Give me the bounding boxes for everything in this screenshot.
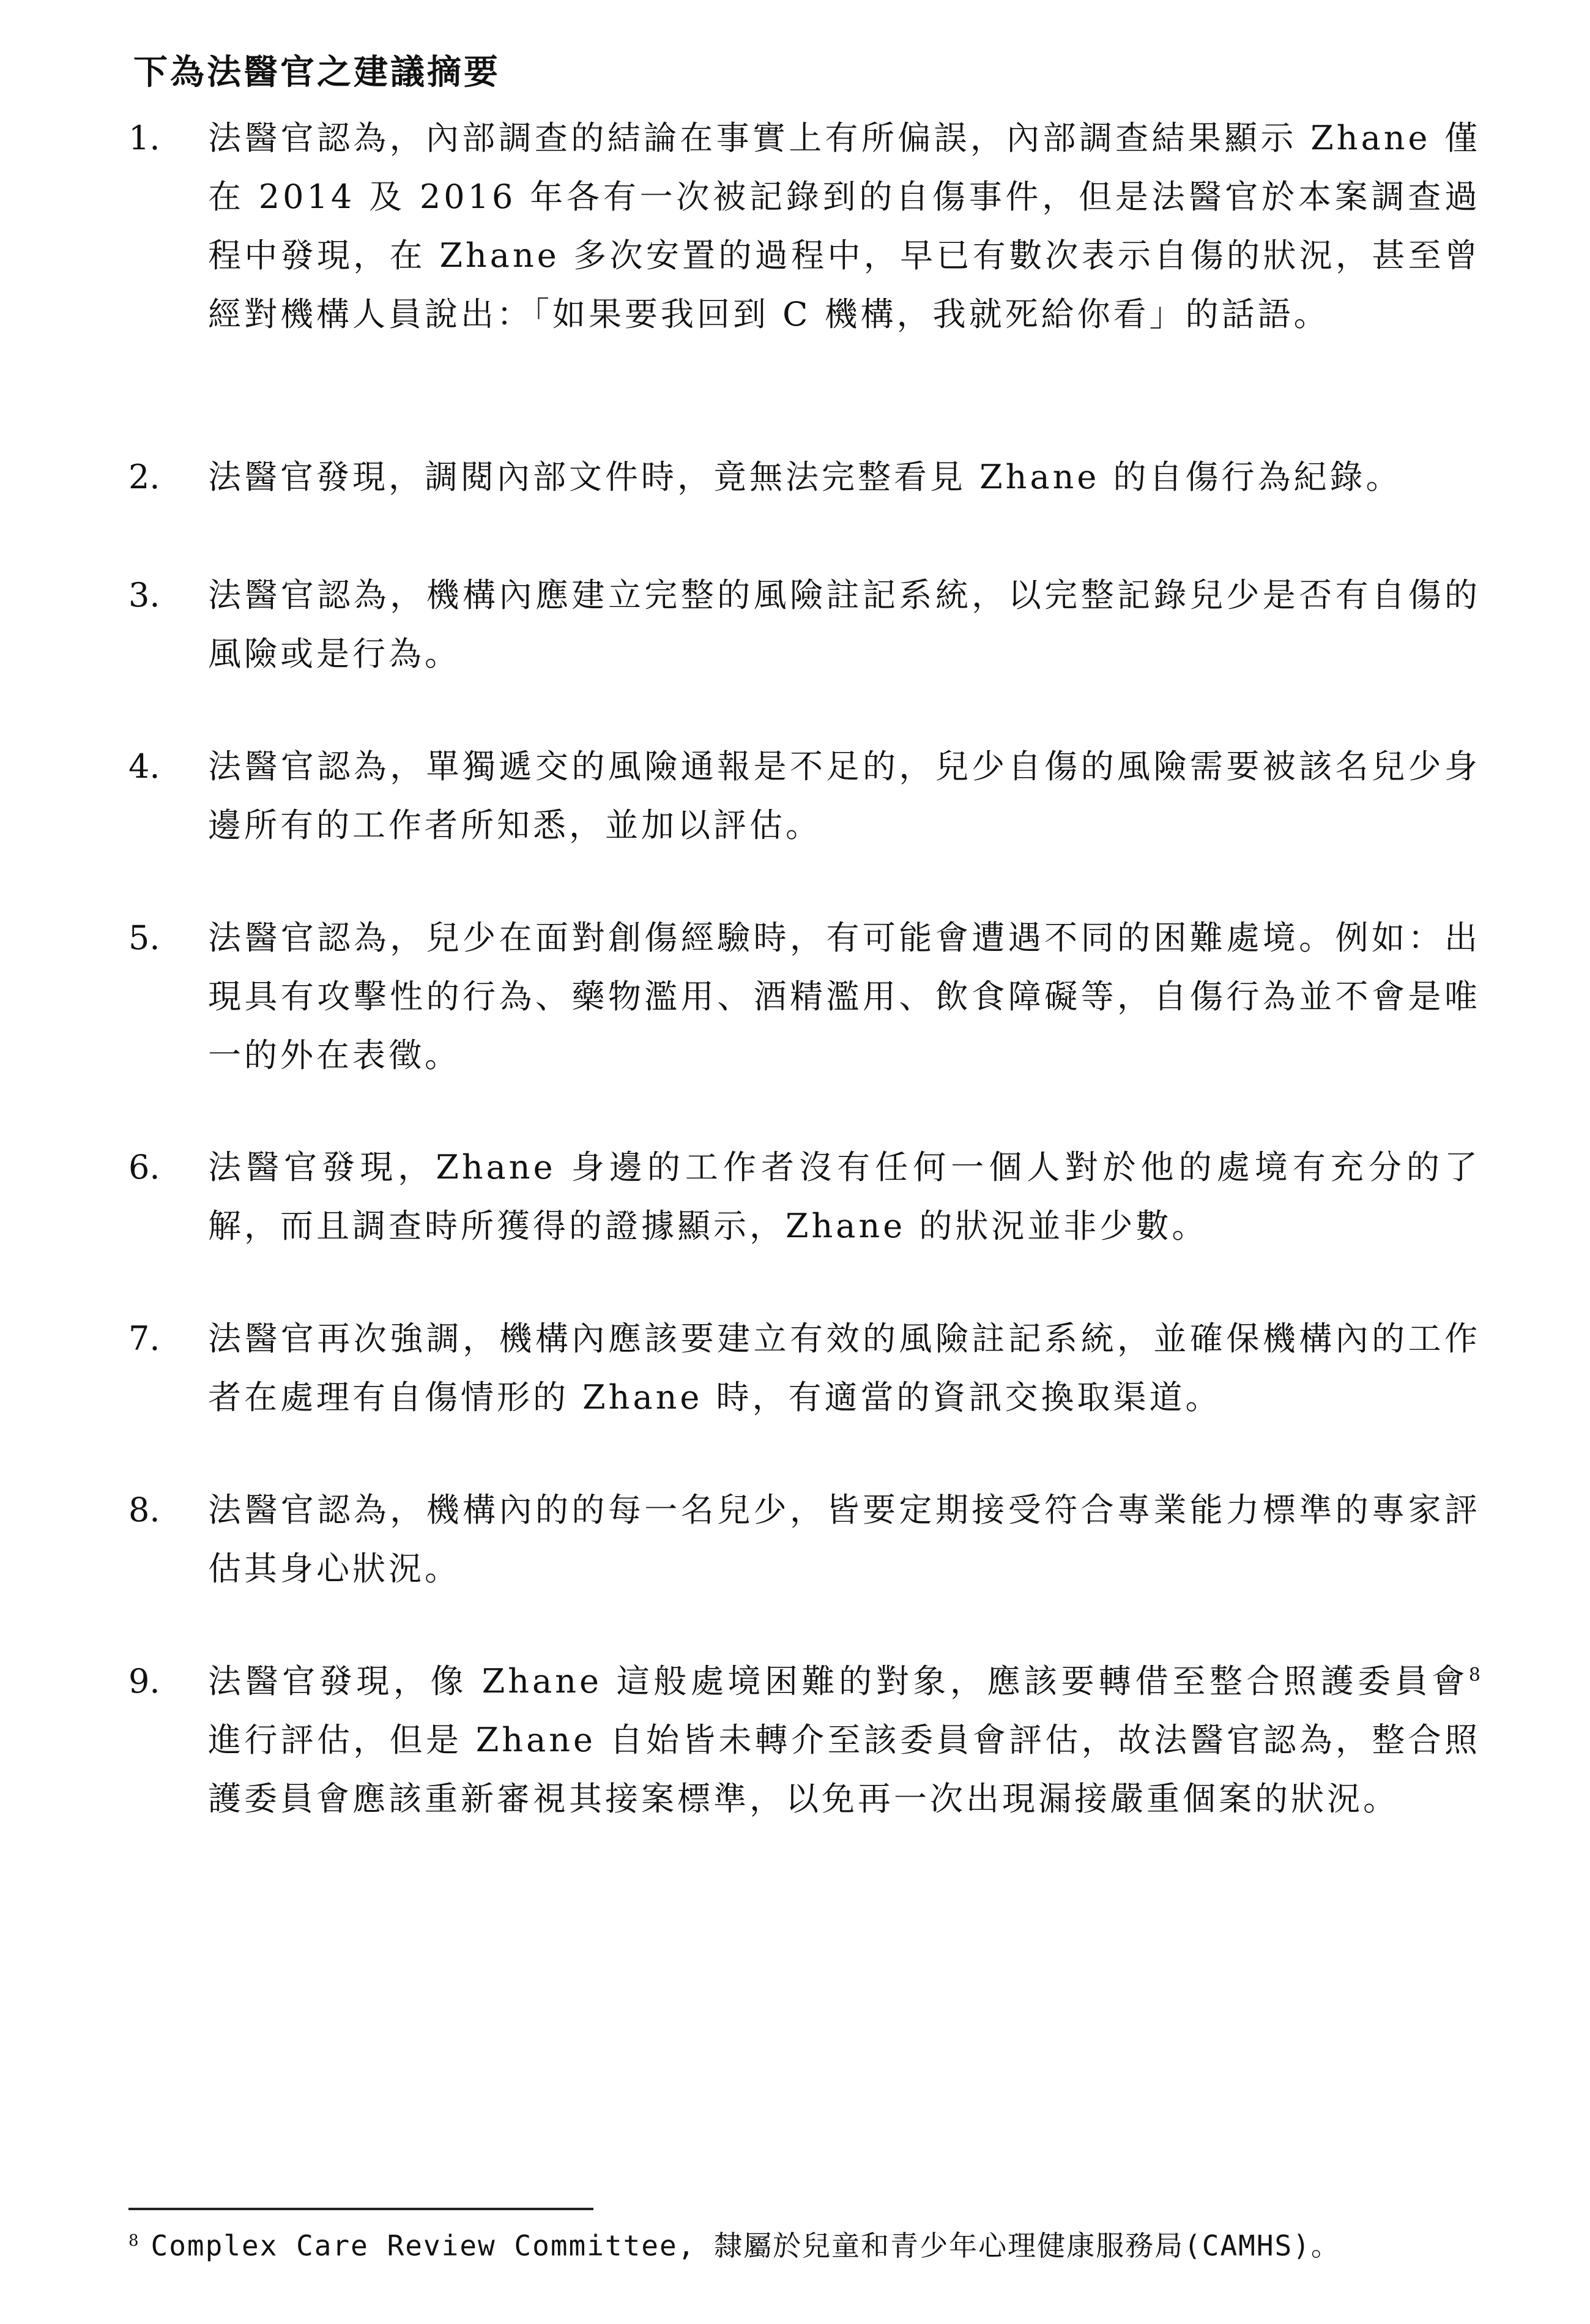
item-text: 法醫官發現，Zhane 身邊的工作者沒有任何一個人對於他的處境有充分的了解，而且調查時所獲得的證據顯示，Zhane 的狀況並非少數。 bbox=[208, 1148, 1480, 1245]
item-number: 6. bbox=[128, 1148, 160, 1186]
item-number: 1. bbox=[128, 119, 160, 157]
item-text-part-2: 進行評估，但是 Zhane 自始皆未轉介至該委員會評估，故法醫官認為，整合照護委員會應該重新審視其接案標準，以免再一次出現漏接嚴重個案的狀況。 bbox=[208, 1721, 1480, 1818]
footnote-text: Complex Care Review Committee, 隸屬於兒童和青少年心理健康服務局(CAMHS)。 bbox=[150, 2229, 1340, 2262]
page-heading: 下為法醫官之建議摘要 bbox=[133, 52, 500, 92]
item-text: 法醫官認為，機構內的的每一名兒少，皆要定期接受符合專業能力標準的專家評估其身心狀況。 bbox=[208, 1491, 1480, 1588]
item-text bbox=[208, 1652, 1480, 1828]
item-number: 9. bbox=[128, 1662, 160, 1700]
item-text: 法醫官認為，內部調查的結論在事實上有所偏誤，內部調查結果顯示 Zhane 僅在 2014 及 2016 年各有一次被記錄到的自傷事件，但是法醫官於本案調查過程中發現，在 Zhane 多次安置的過程中，早已有數次表示自傷的狀況，甚至曾經對機構人員說出：「如果要我回到 C 機構，我就死給你看」的話語。 bbox=[208, 119, 1480, 333]
footnote bbox=[128, 2221, 1340, 2270]
footnote-number: 8 bbox=[128, 2231, 140, 2250]
item-number: 5. bbox=[128, 918, 160, 957]
item-text: 法醫官認為，兒少在面對創傷經驗時，有可能會遭遇不同的困難處境。例如：出現具有攻擊性的行為、藥物濫用、酒精濫用、飲食障礙等，自傷行為並不會是唯一的外在表徵。 bbox=[208, 918, 1480, 1074]
item-number: 7. bbox=[128, 1319, 160, 1358]
item-number: 8. bbox=[128, 1491, 160, 1529]
item-number: 4. bbox=[128, 747, 160, 786]
item-text: 法醫官認為，機構內應建立完整的風險註記系統，以完整記錄兒少是否有自傷的風險或是行為。 bbox=[208, 576, 1480, 673]
item-number: 3. bbox=[128, 576, 160, 614]
footnote-reference: 8 bbox=[1468, 1664, 1480, 1686]
item-text-part-1: 法醫官發現，像 Zhane 這般處境困難的對象，應該要轉借至整合照護委員會 bbox=[208, 1662, 1469, 1700]
item-number: 2. bbox=[128, 458, 160, 496]
item-text: 法醫官再次強調，機構內應該要建立有效的風險註記系統，並確保機構內的工作者在處理有自傷情形的 Zhane 時，有適當的資訊交換取渠道。 bbox=[208, 1319, 1480, 1417]
item-text: 法醫官認為，單獨遞交的風險通報是不足的，兒少自傷的風險需要被該名兒少身邊所有的工作者所知悉，並加以評估。 bbox=[208, 747, 1480, 844]
footnote-divider bbox=[128, 2208, 593, 2210]
item-text: 法醫官發現，調閱內部文件時，竟無法完整看見 Zhane 的自傷行為紀錄。 bbox=[208, 458, 1402, 496]
